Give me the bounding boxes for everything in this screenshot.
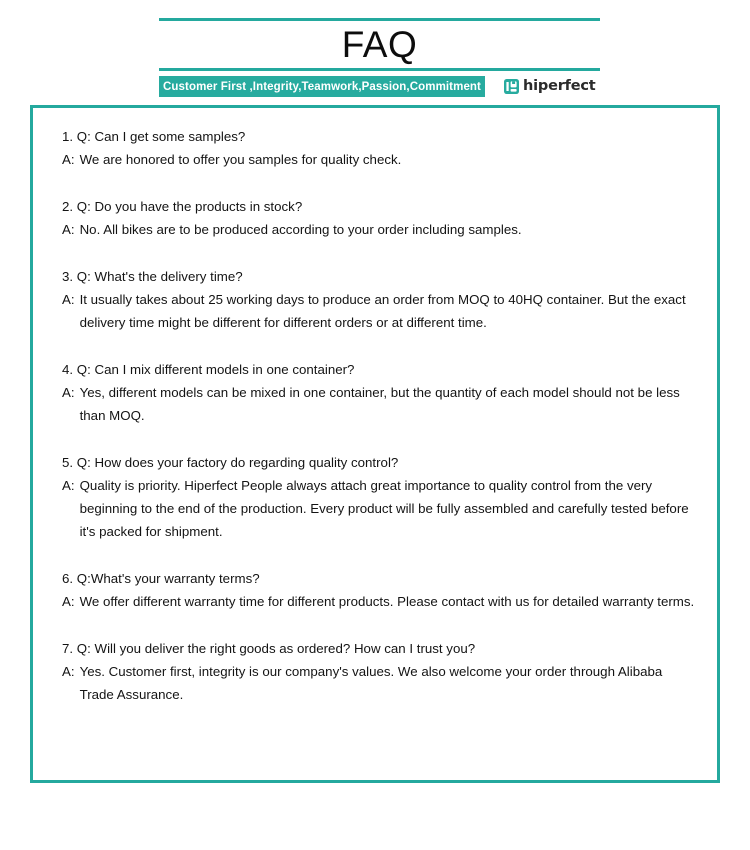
faq-item <box>62 637 697 706</box>
faq-answer-prefix: A: <box>62 664 75 679</box>
faq-question: 1. Q: Can I get some samples? <box>62 129 246 144</box>
faq-answer <box>62 381 697 427</box>
faq-question: 2. Q: Do you have the products in stock? <box>62 199 303 214</box>
faq-answer-prefix: A: <box>62 292 75 307</box>
header-rule-bottom <box>159 68 600 71</box>
faq-answer <box>62 148 697 171</box>
faq-answer <box>62 288 697 334</box>
page-title: FAQ <box>341 24 418 65</box>
faq-answer-prefix: A: <box>62 478 75 493</box>
faq-answer-text: Yes. Customer first, integrity is our company's values. We also welcome your order through Alibaba Trade Assurance. <box>79 664 663 702</box>
faq-list <box>33 108 717 706</box>
faq-answer-text: We offer different warranty time for different products. Please contact with us for detailed warranty terms. <box>79 594 695 609</box>
faq-item <box>62 451 697 543</box>
faq-answer-prefix: A: <box>62 594 75 609</box>
faq-item <box>62 195 697 241</box>
faq-answer <box>62 474 697 543</box>
page-header <box>159 18 600 71</box>
faq-answer-prefix: A: <box>62 385 75 400</box>
faq-answer <box>62 590 697 613</box>
faq-item <box>62 358 697 427</box>
faq-answer-text: We are honored to offer you samples for quality check. <box>79 152 402 167</box>
faq-question: 7. Q: Will you deliver the right goods as ordered? How can I trust you? <box>62 641 476 656</box>
faq-question: 6. Q:What's your warranty terms? <box>62 571 260 586</box>
faq-question: 4. Q: Can I mix different models in one container? <box>62 362 355 377</box>
faq-answer <box>62 660 697 706</box>
faq-item <box>62 125 697 171</box>
faq-item <box>62 567 697 613</box>
faq-answer-text: Yes, different models can be mixed in one container, but the quantity of each model should not be less than MOQ. <box>79 385 680 423</box>
faq-answer-prefix: A: <box>62 152 75 167</box>
faq-answer-text: Quality is priority. Hiperfect People always attach great importance to quality control from the very beginning to the end of the production. Every product will be fully assembled and carefully tested before it's packed for shipment. <box>79 478 689 539</box>
company-tagline-banner: Customer First ,Integrity,Teamwork,Passion,Commitment <box>159 76 485 97</box>
hiperfect-logo-mark-icon <box>504 79 519 94</box>
faq-answer-text: It usually takes about 25 working days to produce an order from MOQ to 40HQ container. But the exact delivery time might be different for different orders or at different time. <box>79 292 686 330</box>
faq-answer <box>62 218 697 241</box>
brand-logo-text: hiperfect <box>523 78 596 94</box>
faq-item <box>62 265 697 334</box>
faq-answer-prefix: A: <box>62 222 75 237</box>
faq-answer-text: No. All bikes are to be produced according to your order including samples. <box>79 222 522 237</box>
faq-question: 5. Q: How does your factory do regarding quality control? <box>62 455 399 470</box>
faq-content-box <box>30 105 720 783</box>
faq-question: 3. Q: What's the delivery time? <box>62 269 243 284</box>
brand-row <box>159 76 600 97</box>
brand-logo <box>504 76 596 97</box>
